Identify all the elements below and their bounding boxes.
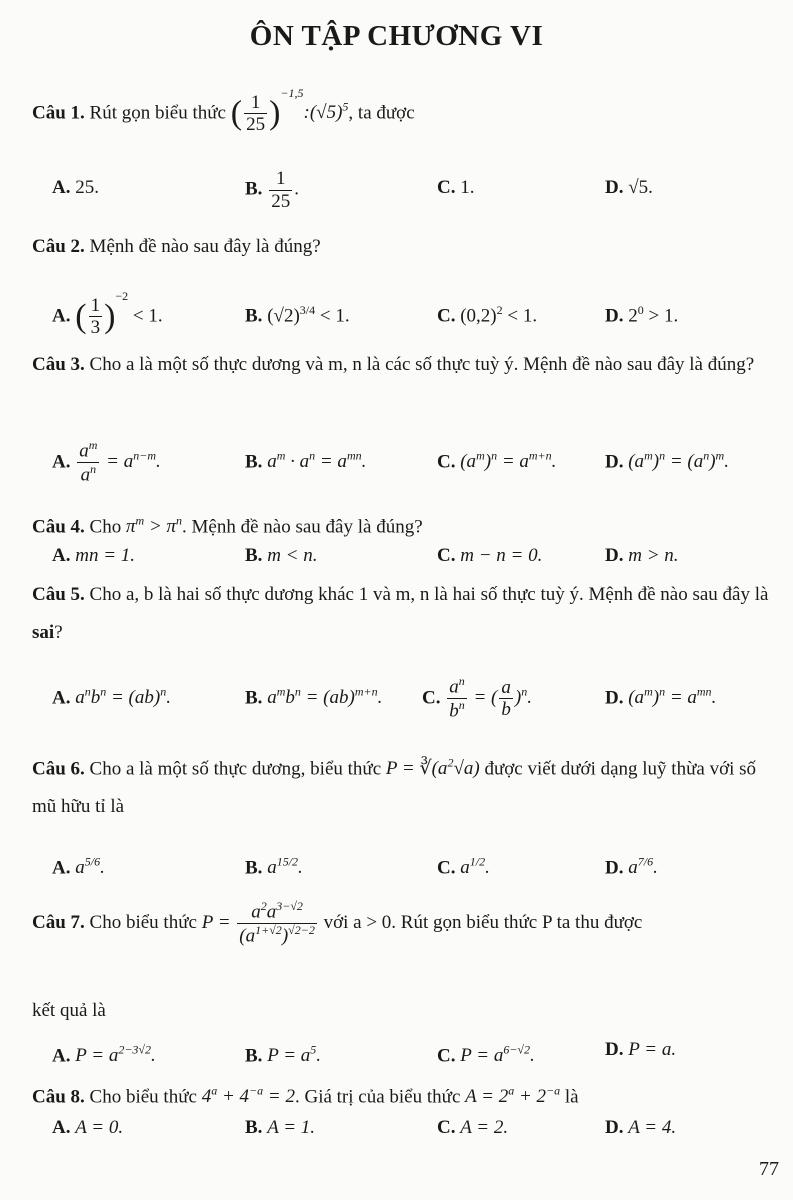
option-b[interactable]: B. $a^m \cdot a^n = a^{mn}$. [245,449,367,473]
q4-options [52,536,772,576]
question-2: Câu 2. Mệnh đề nào sau đây là đúng? [32,236,321,257]
q1-options [52,168,772,212]
q5-options [52,672,772,722]
option-a[interactable]: A. ( $\frac{1}{3}$ )$^{-2}$ < 1. [52,289,163,339]
option-b[interactable]: B. $a^{15/2}$. [245,855,303,879]
option-b[interactable]: B. $P = a^5$. [245,1043,322,1067]
option-a[interactable]: A. $a^nb^n = (ab)^n$. [52,685,171,709]
q6-options [52,842,772,882]
q3-options [52,436,772,486]
option-d[interactable]: D. $a^{7/6}$. [605,855,658,879]
option-d[interactable]: D. √5. [605,177,653,198]
page-number: 77 [759,1158,779,1180]
option-c[interactable]: C. $(0,2)^2 < 1$. [437,303,538,327]
option-c[interactable]: C. $P = a^{6-√2}$. [437,1043,535,1067]
q2-options [52,289,772,339]
option-c[interactable]: C. $(a^m)^n = a^{m+n}$. [437,449,557,473]
option-a[interactable]: A. $a^{5/6}$. [52,855,105,879]
option-c[interactable]: C. m − n = 0. [437,545,543,566]
option-d[interactable]: D. P = a. [605,1039,677,1060]
question-7: Câu 7. Cho biểu thức P = $\frac{a^2a^{3-√2}}{(a^{1+√2})^{√2-2}}$ với a > 0. Rút gọn biểu thức P ta thu được [32,899,643,947]
option-d[interactable]: D. A = 4. [605,1117,677,1138]
question-1: Câu 1. Rút gọn biểu thức ( $\frac{1}{25}$ )$^{-1,5}:(√5)^5$, ta được [32,86,415,136]
option-d[interactable]: D. $(a^m)^n = a^{mn}$. [605,685,717,709]
question-4: Câu 4. Cho $\pi^m > \pi^n$. Mệnh đề nào sau đây là đúng? [32,514,423,538]
option-c[interactable]: C. A = 2. [437,1117,509,1138]
option-c[interactable]: C. 1. [437,177,475,198]
option-a[interactable]: A. 25. [52,177,99,198]
option-a[interactable]: A. A = 0. [52,1117,124,1138]
option-a[interactable]: A. $P = a^{2-3√2}$. [52,1043,156,1067]
option-b[interactable]: B. $(√2)^{3/4} < 1$. [245,303,350,327]
option-c[interactable]: C. $a^{1/2}$. [437,855,490,879]
option-d[interactable]: D. $2^0 > 1$. [605,303,679,327]
option-c[interactable]: C. $\frac{a^n}{b^n}$ = ( $\frac{a}{b}$ )$^n$. [422,674,532,722]
question-6: Câu 6. Cho a là một số thực dương, biểu thức $P = ∛(a^2√a)$ được viết dưới dạng luỹ thừa với số mũ hữu tỉ là [32,756,757,818]
option-b[interactable]: B. $a^mb^n = (ab)^{m+n}$. [245,685,383,709]
option-a[interactable]: A. mn = 1. [52,545,136,566]
question-5: Câu 5. Cho a, b là hai số thực dương khác 1 và m, n là hai số thực tuỳ ý. Mệnh đề nào sau đây là sai? [32,584,769,643]
option-d[interactable]: D. $(a^m)^n = (a^n)^m$. [605,449,729,473]
question-7-cont: kết quả là [32,1000,106,1021]
option-b[interactable]: B. A = 1. [245,1117,316,1138]
option-b[interactable]: B. $\frac{1}{25}$ . [245,168,299,212]
option-b[interactable]: B. m < n. [245,545,318,566]
option-d[interactable]: D. m > n. [605,545,679,566]
option-a[interactable]: A. $\frac{a^m}{a^n}$ = $a^{n-m}$. [52,438,161,486]
q7-options [52,1030,772,1070]
q8-options [52,1108,772,1148]
question-3: Câu 3. Cho a là một số thực dương và m, n là các số thực tuỳ ý. Mệnh đề nào sau đây là đúng? [32,354,755,375]
page-title: ÔN TẬP CHƯƠNG VI [249,20,544,52]
question-8: Câu 8. Cho biểu thức $4^a + 4^{-a} = 2$. Giá trị của biểu thức $A = 2^a + 2^{-a}$ là [32,1084,579,1108]
q1-expression: ( $\frac{1}{25}$ )$^{-1,5}:(√5)^5$ [230,86,349,136]
